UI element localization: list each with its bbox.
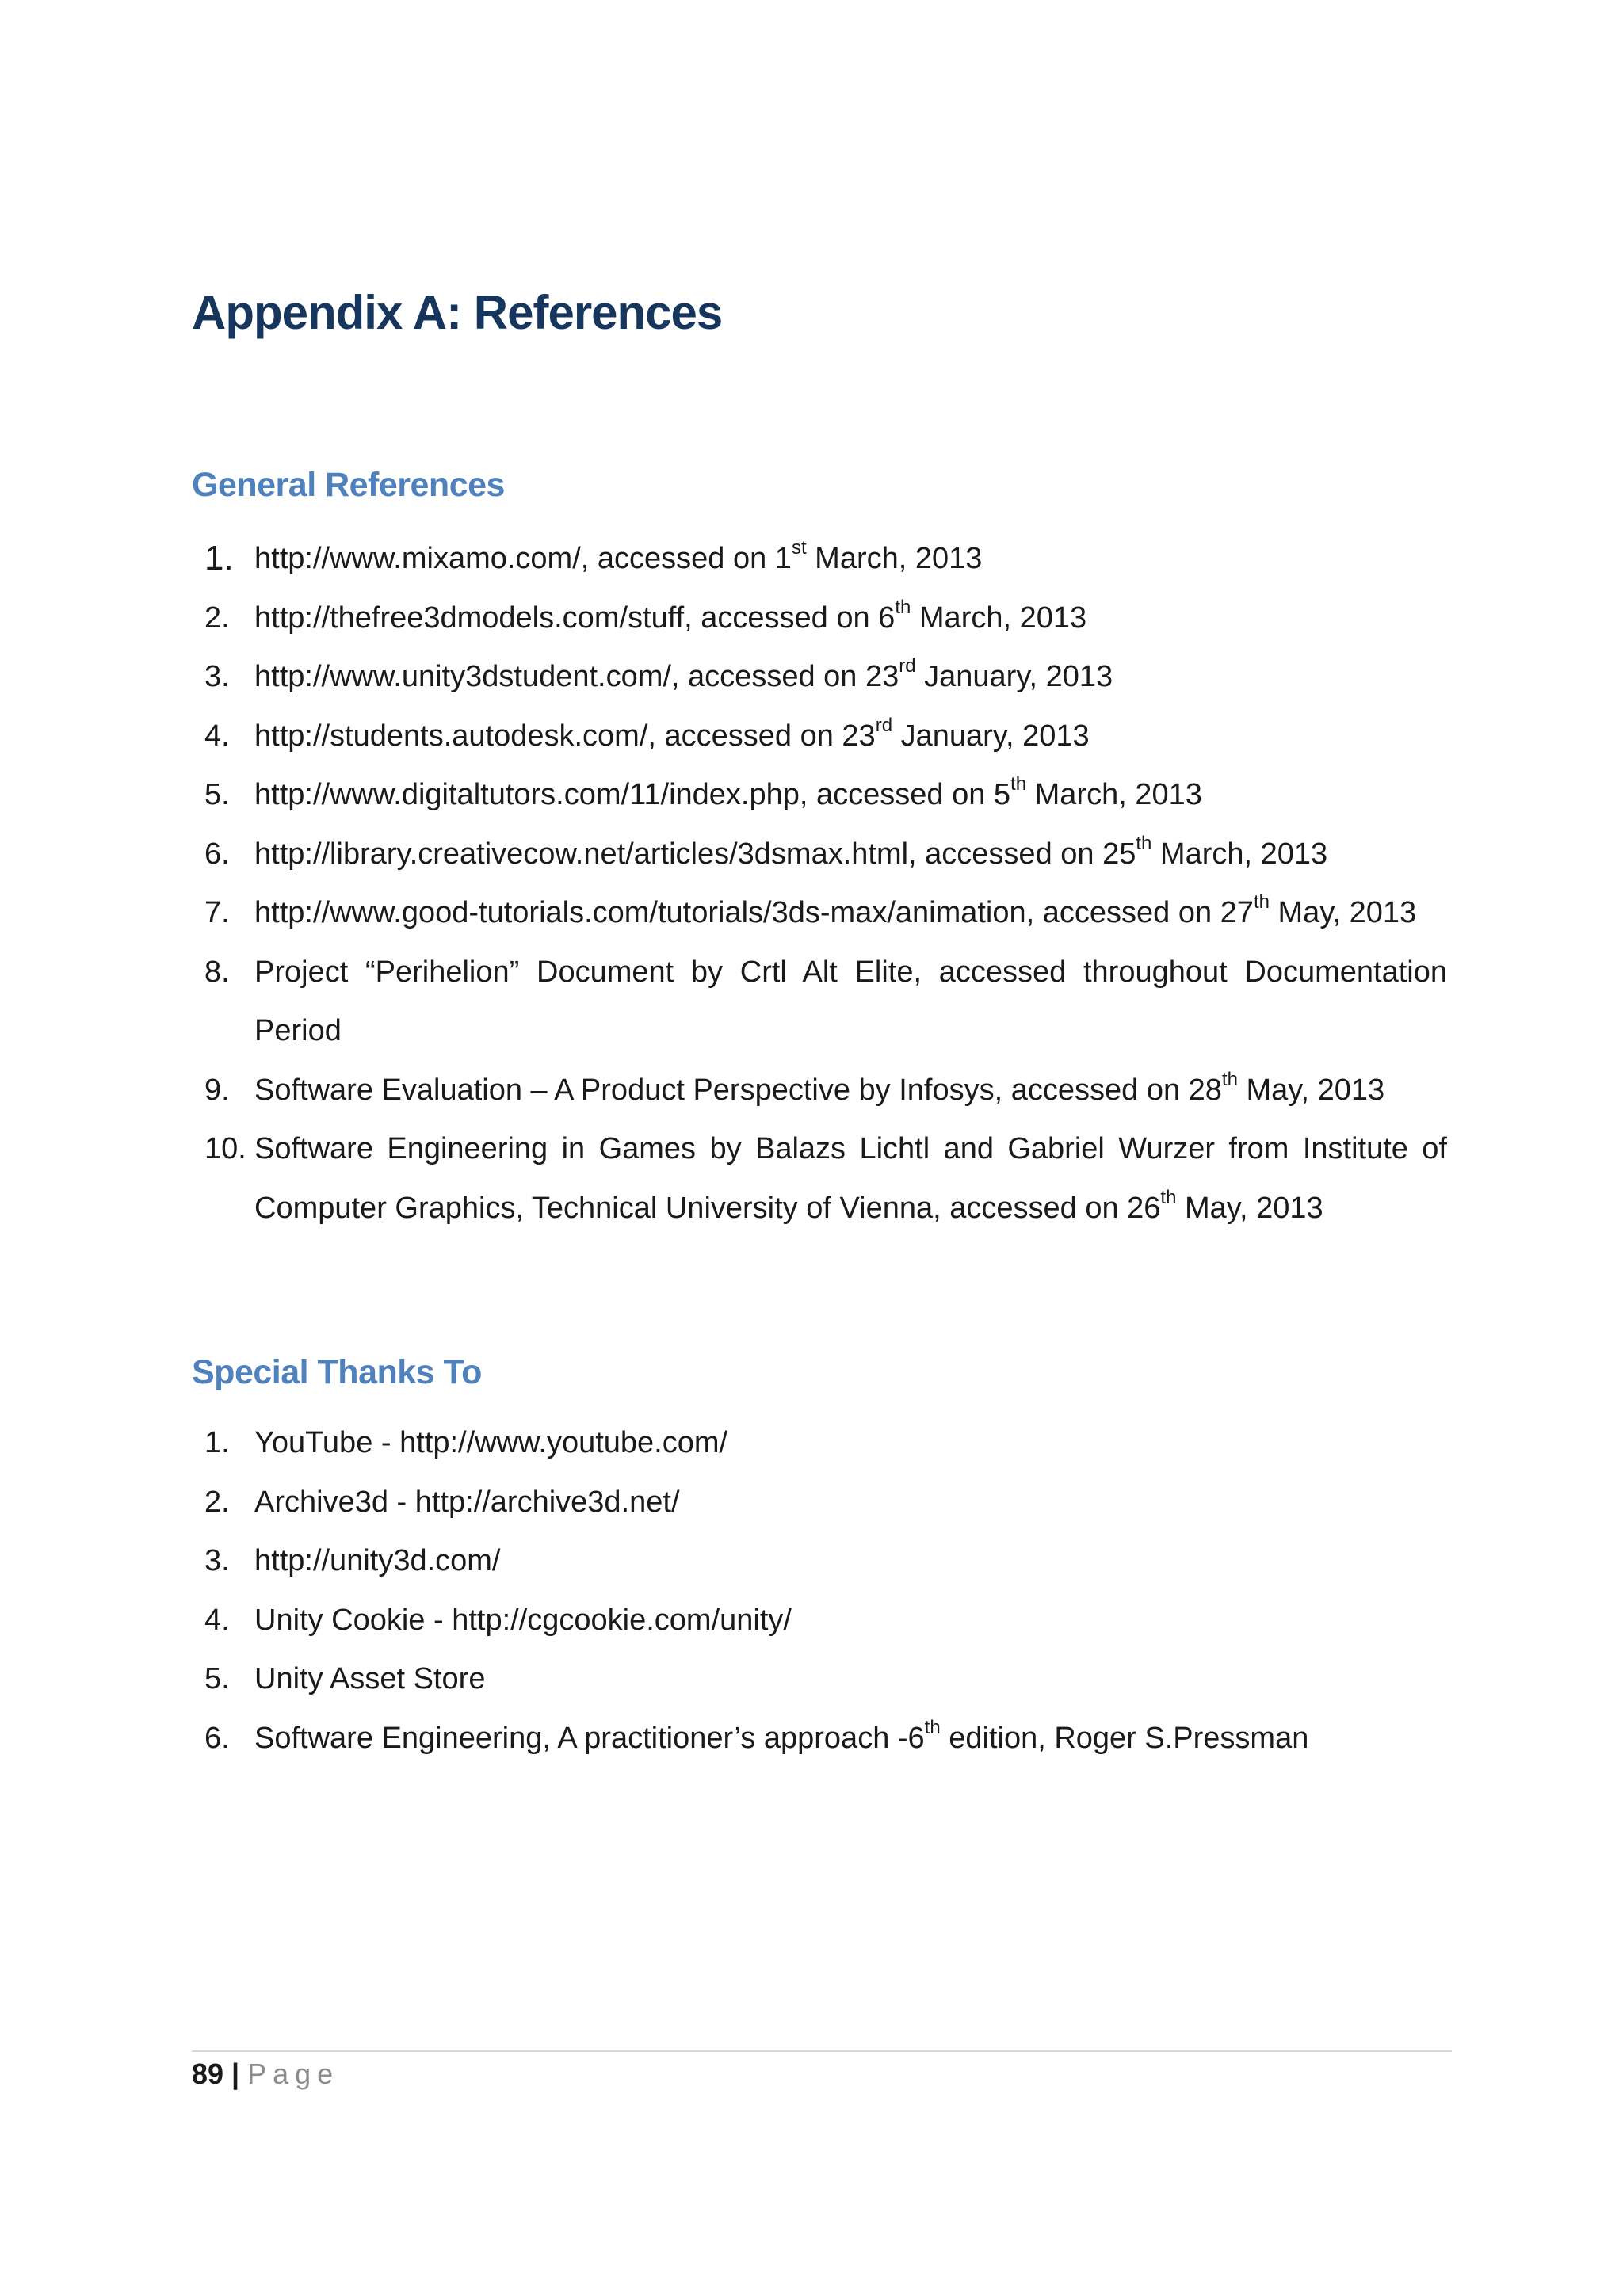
- reference-date: May, 2013: [1176, 1191, 1323, 1225]
- ordinal-suffix: th: [924, 1716, 941, 1738]
- general-references-list: [192, 529, 1447, 1238]
- reference-text: YouTube - http://www.youtube.com/: [254, 1426, 728, 1459]
- ordinal-suffix: th: [1160, 1186, 1177, 1208]
- list-number: 8.: [204, 955, 230, 989]
- reference-text: http://unity3d.com/: [254, 1544, 501, 1577]
- reference-text: Project “Perihelion” Document by Crtl Alt Elite, accessed throughout Documentation Period: [254, 955, 1447, 1047]
- reference-text: http://www.good-tutorials.com/tutorials/3ds-max/animation, accessed on 27: [254, 896, 1254, 929]
- ordinal-suffix: rd: [875, 714, 893, 736]
- reference-date: January, 2013: [892, 719, 1090, 753]
- special-thanks-item: [192, 1473, 1447, 1532]
- list-number: 10.: [204, 1132, 246, 1165]
- general-reference-item: [192, 1119, 1447, 1238]
- page-title: Appendix A: References: [192, 286, 723, 339]
- special-thanks-item: [192, 1591, 1447, 1650]
- footer-separator: |: [231, 2058, 240, 2090]
- page-number: 89: [192, 2058, 224, 2090]
- list-number: 2.: [204, 601, 230, 635]
- special-thanks-item: [192, 1531, 1447, 1591]
- ordinal-suffix: th: [1221, 1068, 1238, 1090]
- reference-date: May, 2013: [1269, 896, 1417, 929]
- reference-date: March, 2013: [911, 601, 1087, 635]
- general-reference-item: [192, 1061, 1447, 1120]
- general-reference-item: [192, 707, 1447, 766]
- list-number: 2.: [204, 1485, 230, 1519]
- reference-text: http://www.mixamo.com/, accessed on 1: [254, 542, 792, 575]
- special-thanks-heading: Special Thanks To: [192, 1353, 482, 1391]
- reference-text: Software Engineering in Games by Balazs Lichtl and Gabriel Wurzer from Institute of Computer Graphics, Technical University of Vienna, accessed on 26: [254, 1132, 1447, 1225]
- general-references-heading: General References: [192, 466, 505, 504]
- list-number: 3.: [204, 660, 230, 693]
- reference-date: March, 2013: [1026, 778, 1202, 811]
- list-number: 9.: [204, 1073, 230, 1107]
- list-number: 6.: [204, 1721, 230, 1755]
- list-number: 1.: [204, 539, 234, 578]
- reference-text: http://www.digitaltutors.com/11/index.php, accessed on 5: [254, 778, 1011, 811]
- page-label: Page: [247, 2058, 340, 2090]
- ordinal-suffix: th: [1136, 832, 1152, 854]
- list-number: 3.: [204, 1544, 230, 1577]
- ordinal-suffix: th: [1010, 773, 1027, 795]
- reference-text: Unity Cookie - http://cgcookie.com/unity/: [254, 1603, 792, 1637]
- general-reference-item: [192, 589, 1447, 648]
- reference-date: edition, Roger S.Pressman: [940, 1721, 1309, 1755]
- list-number: 6.: [204, 837, 230, 871]
- reference-date: January, 2013: [915, 660, 1113, 693]
- general-reference-item: [192, 943, 1447, 1061]
- ordinal-suffix: th: [1253, 891, 1270, 913]
- general-reference-item: [192, 529, 1447, 589]
- special-thanks-item: [192, 1650, 1447, 1709]
- reference-date: March, 2013: [806, 542, 983, 575]
- list-number: 4.: [204, 1603, 230, 1637]
- reference-text: http://students.autodesk.com/, accessed on 23: [254, 719, 876, 753]
- reference-text: Software Engineering, A practitioner’s approach -6: [254, 1721, 925, 1755]
- list-number: 5.: [204, 778, 230, 811]
- special-thanks-item: [192, 1413, 1447, 1473]
- ordinal-suffix: rd: [899, 655, 916, 677]
- reference-text: Unity Asset Store: [254, 1662, 486, 1695]
- list-number: 1.: [204, 1426, 230, 1459]
- reference-text: Archive3d - http://archive3d.net/: [254, 1485, 680, 1519]
- general-reference-item: [192, 647, 1447, 707]
- reference-date: March, 2013: [1151, 837, 1328, 871]
- general-reference-item: [192, 765, 1447, 825]
- special-thanks-list: [192, 1413, 1447, 1768]
- general-reference-item: [192, 825, 1447, 884]
- reference-text: Software Evaluation – A Product Perspective by Infosys, accessed on 28: [254, 1073, 1222, 1107]
- special-thanks-item: [192, 1709, 1447, 1768]
- ordinal-suffix: st: [791, 537, 807, 559]
- reference-date: May, 2013: [1237, 1073, 1385, 1107]
- page-footer: [192, 2052, 339, 2096]
- ordinal-suffix: th: [895, 596, 911, 618]
- footer-divider: [192, 2050, 1452, 2052]
- reference-text: http://library.creativecow.net/articles/3dsmax.html, accessed on 25: [254, 837, 1136, 871]
- general-reference-item: [192, 883, 1447, 943]
- reference-text: http://www.unity3dstudent.com/, accessed on 23: [254, 660, 899, 693]
- list-number: 5.: [204, 1662, 230, 1695]
- list-number: 4.: [204, 719, 230, 753]
- reference-text: http://thefree3dmodels.com/stuff, accessed on 6: [254, 601, 896, 635]
- list-number: 7.: [204, 896, 230, 929]
